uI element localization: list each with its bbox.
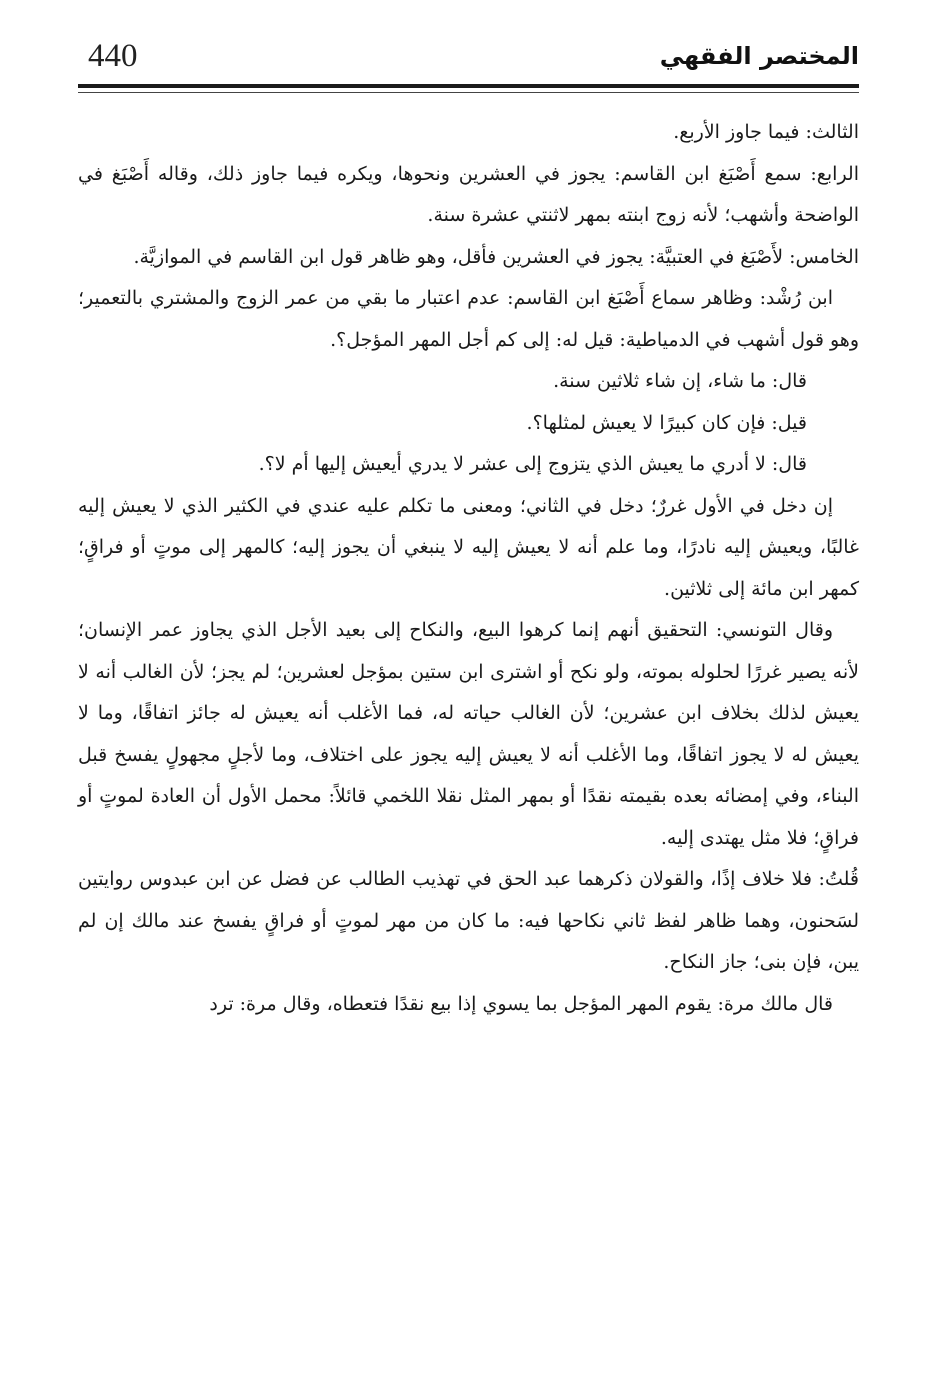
paragraph: ابن رُشْد: وظاهر سماع أَصْبَغ ابن القاسم: عدم اعتبار ما بقي من عمر الزوج والمشتري بالتعمير؛ وهو قول أشهب في الدمياطية: قيل له: إلى كم أجل المهر المؤجل؟. [78, 287, 859, 351]
paragraph: إن دخل في الأول غررٌ؛ دخل في الثاني؛ ومعنى ما تكلم عليه عندي في الكثير الذي لا يعيش إليه غالبًا، ويعيش إليه نادرًا، وما علم أنه لا يعيش إليه لا ينبغي أن يجوز إليه؛ كالمهر إلى موتٍ أو فراقٍ؛ كمهر ابن مائة إلى ثلاثين. [78, 494, 859, 600]
paragraph: قيل: فإن كان كبيرًا لا يعيش لمثلها؟. [526, 411, 807, 434]
paragraph: قُلتُ: فلا خلاف إذًا، والقولان ذكرهما عبد الحق في تهذيب الطالب عن فضل عن ابن عبدوس روايتين لسَحنون، وهما ظاهر لفظ ثاني نكاحها فيه: ما كان من مهر لموتٍ أو فراقٍ يفسخ عند مالك إن لم يبن، فإن بنى؛ جاز النكاح. [78, 868, 859, 973]
page-header [78, 34, 859, 84]
paragraph: الخامس: لأَصْبَغ في العتبيَّة: يجوز في العشرين فأقل، وهو ظاهر قول ابن القاسم في الموازيَّة. [133, 245, 859, 268]
paragraph: قال: لا أدري ما يعيش الذي يتزوج إلى عشر لا يدري أيعيش إليها أم لا؟. [258, 453, 807, 475]
body-text [78, 112, 859, 1025]
paragraph: الثالث: فيما جاوز الأربع. [673, 121, 859, 143]
page-number: 440 [88, 38, 138, 74]
paragraph: قال: ما شاء، إن شاء ثلاثين سنة. [553, 370, 807, 392]
running-title: المختصر الفقهي [659, 42, 859, 70]
paragraph: قال مالك مرة: يقوم المهر المؤجل بما يسوي إذا بيع نقدًا فتعطاه، وقال مرة: ترد [209, 992, 833, 1015]
paragraph: وقال التونسي: التحقيق أنهم إنما كرهوا البيع، والنكاح إلى بعيد الأجل الذي يجاوز عمر الإنسان؛ لأنه يصير غررًا لحلوله بموته، ولو نكح أو اشترى ابن ستين بمؤجل لعشرين؛ لم يجز؛ لأن الغالب أنه لا يعيش لذلك بخلاف ابن عشرين؛ لأن الغالب حياته له، فما الأغلب أنه يعيش له جائز اتفاقًا، وما لا يعيش له لا يجوز اتفاقًا، وما الأغلب أنه لا يعيش إليه يجوز على اختلاف، وما لأجلٍ مجهولٍ يفسخ قبل البناء، وفي إمضائه بعده بقيمته نقدًا أو بمهر المثل نقلا اللخمي قائلاً: محمل الأول أن العادة لموتٍ أو فراقٍ؛ فلا مثل يهتدى إليه. [78, 619, 859, 849]
header-rule-thick [78, 84, 859, 88]
paragraph: الرابع: سمع أَصْبَغ ابن القاسم: يجوز في العشرين ونحوها، ويكره فيما جاوز ذلك، وقاله أَصْبَغ في الواضحة وأشهب؛ لأنه زوج ابنته بمهر لاثنتي عشرة سنة. [78, 162, 859, 226]
header-rule-thin [78, 92, 859, 93]
